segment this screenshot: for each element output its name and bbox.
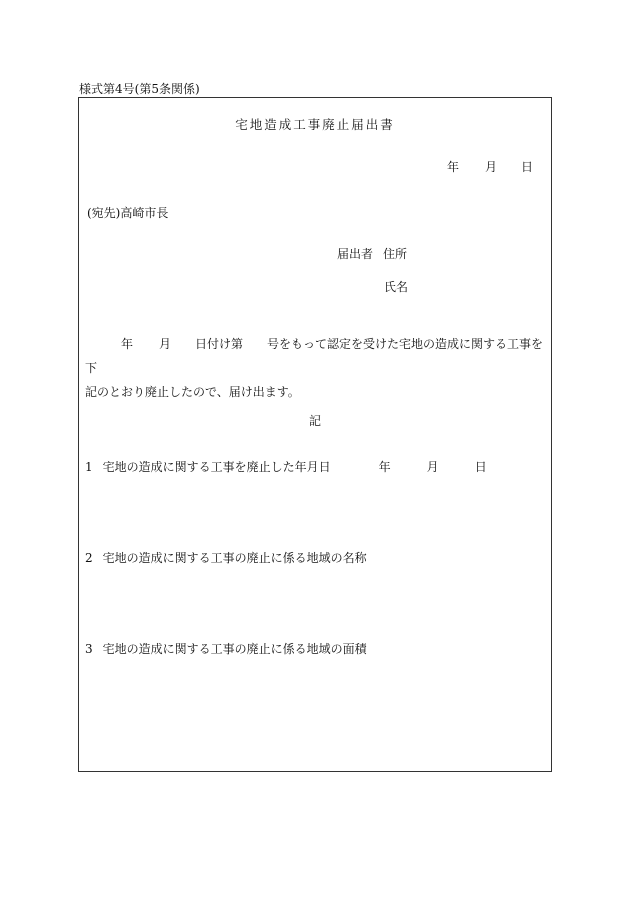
item-year: 年 (378, 460, 391, 474)
form-number: 様式第4号(第5条関係) (79, 82, 200, 96)
applicant-label: 届出者 (337, 247, 374, 261)
addressee: (宛先)高崎市長 (87, 206, 169, 220)
item-number: 2 (85, 551, 93, 565)
body-text (85, 332, 547, 404)
form-frame (78, 97, 552, 772)
body-day-dated: 日付け第 (195, 337, 244, 351)
item-text: 宅地の造成に関する工事を廃止した年月日 (102, 460, 331, 474)
item-month: 月 (426, 460, 439, 474)
item-number: 1 (85, 460, 93, 474)
item-3 (85, 640, 367, 657)
body-number-part: 号をもって認定を受けた宅地の造成に関する工事を下 (85, 337, 544, 375)
address-label: 住所 (383, 247, 408, 261)
item-text: 宅地の造成に関する工事の廃止に係る地域の名称 (102, 551, 367, 565)
submission-date (447, 158, 533, 175)
date-year-label: 年 (446, 160, 459, 174)
item-1 (85, 458, 487, 475)
item-text: 宅地の造成に関する工事の廃止に係る地域の面積 (102, 642, 367, 656)
body-year: 年 (121, 337, 134, 351)
item-number: 3 (85, 642, 93, 656)
date-month-label: 月 (484, 160, 497, 174)
date-day-label: 日 (520, 160, 533, 174)
ki-heading: 記 (308, 414, 321, 428)
applicant-address-row (337, 245, 407, 262)
body-line2: 記のとおり廃止したので、届け出ます。 (85, 385, 300, 399)
item-2 (85, 549, 367, 566)
item-day: 日 (474, 460, 487, 474)
body-month: 月 (159, 337, 172, 351)
name-label: 氏名 (384, 280, 409, 294)
form-title: 宅地造成工事廃止届出書 (235, 117, 395, 132)
